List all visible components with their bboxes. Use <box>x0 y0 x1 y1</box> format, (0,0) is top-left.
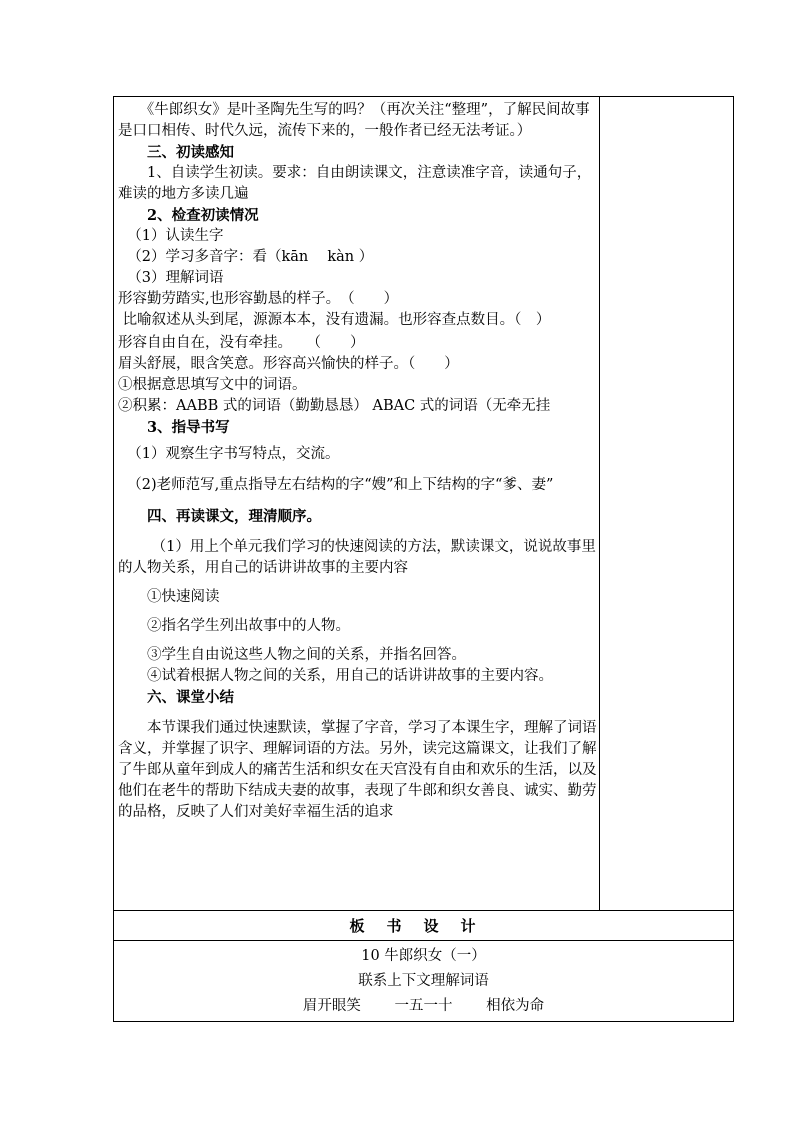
lesson-paragraph: ③学生自由说这些人物之间的关系，并指名回答。 <box>118 647 466 663</box>
lesson-paragraph: （1）用上个单元我们学习的快速阅读的方法，默读课文，说说故事里的人物关系，用自己的话讲讲故事的主要内容 <box>118 539 596 576</box>
board-line: 眉开眼笑 一五一十 相依为命 <box>302 998 545 1014</box>
board-line: 联系上下文理解词语 <box>358 973 489 989</box>
column-divider <box>599 97 600 910</box>
lesson-paragraph: 本节课我们通过快速默读，掌握了字音，学习了本课生字，理解了词语含义，并掌握了识字、理解词语的方法。另外，读完这篇课文，让我们了解了牛郎从童年到成人的痛苦生活和织女在天宫没有自由和欢乐的生活，以及他们在老牛的帮助下结成夫妻的故事，表现了牛郎和织女善良、诚实、勤劳的品格，反映了人们对美好幸福生活的追求 <box>118 720 597 820</box>
lesson-paragraph: 比喻叙述从头到尾，源源本本，没有遗漏。也形容查点数目。（ ） <box>118 312 551 328</box>
lesson-paragraph: 眉头舒展，眼含笑意。形容高兴愉快的样子。（ ） <box>118 356 459 372</box>
board-line: 10 牛郎织女（一） <box>361 948 486 964</box>
lesson-paragraph: （2)老师范写,重点指导左右结构的字“嫂”和上下结构的字“爹、妻” <box>118 477 554 493</box>
lesson-content <box>118 100 598 823</box>
lesson-paragraph: ④试着根据人物之间的关系，用自己的话讲讲故事的主要内容。 <box>118 668 553 684</box>
section-heading: 四、再读课文，理清顺序。 <box>118 508 321 525</box>
section-heading: 2、检查初读情况 <box>118 207 259 224</box>
lesson-paragraph: 形容勤劳踏实,也形容勤恳的样子。 （ ） <box>118 291 399 307</box>
lesson-paragraph: （1）观察生字书写特点，交流。 <box>118 446 340 462</box>
lesson-plan-table <box>113 96 734 1022</box>
lesson-paragraph: ②积累：AABB 式的词语（勤勤恳恳） ABAC 式的词语（无牵无挂 <box>118 398 551 414</box>
board-design-title: 板书设计 <box>349 916 498 935</box>
lesson-paragraph: ①快速阅读 <box>118 589 220 605</box>
lesson-paragraph: 1、自读学生初读。要求：自由朗读课文，注意读准字音，读通句子，难读的地方多读几遍 <box>118 165 592 202</box>
board-design-content <box>114 941 733 1019</box>
lesson-paragraph: ①根据意思填写文中的词语。 <box>118 377 307 393</box>
lesson-paragraph: ②指名学生列出故事中的人物。 <box>118 618 350 634</box>
lesson-paragraph: （3）理解词语 <box>118 270 224 286</box>
lesson-paragraph: 形容自由自在，没有牵挂。 （ ） <box>118 335 365 351</box>
lesson-paragraph: 《牛郎织女》是叶圣陶先生写的吗？（再次关注“整理”，了解民间故事是口口相传、时代久远，流传下来的，一般作者已经无法考证。） <box>118 102 590 139</box>
section-heading: 3、指导书写 <box>118 419 230 436</box>
section-heading: 六、课堂小结 <box>118 689 234 706</box>
lesson-paragraph: （1）认读生字 <box>118 228 224 244</box>
lesson-paragraph: （2）学习多音字：看（kān kàn ） <box>118 249 374 265</box>
section-heading: 三、初读感知 <box>118 144 234 161</box>
